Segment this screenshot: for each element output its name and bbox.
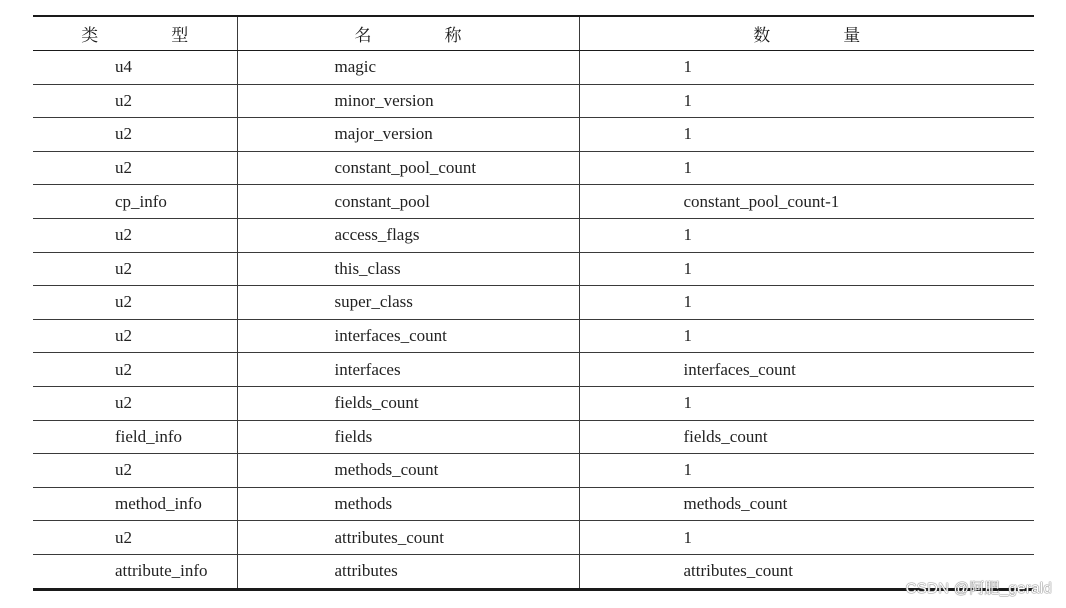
- table-row: [33, 454, 1034, 488]
- cell-count: 1: [579, 286, 1034, 320]
- cell-type: u2: [33, 218, 237, 252]
- cell-name: interfaces: [237, 353, 579, 387]
- cell-count: constant_pool_count-1: [579, 185, 1034, 219]
- header-type: 类 型: [33, 16, 237, 51]
- table-row: [33, 420, 1034, 454]
- cell-type: u2: [33, 353, 237, 387]
- cell-count: 1: [579, 386, 1034, 420]
- cell-count: 1: [579, 319, 1034, 353]
- cell-name: major_version: [237, 118, 579, 152]
- cell-count: fields_count: [579, 420, 1034, 454]
- header-name: 名 称: [237, 16, 579, 51]
- cell-count: 1: [579, 84, 1034, 118]
- cell-name: methods: [237, 487, 579, 521]
- cell-count: 1: [579, 118, 1034, 152]
- cell-type: u4: [33, 51, 237, 85]
- cell-name: access_flags: [237, 218, 579, 252]
- cell-type: u2: [33, 118, 237, 152]
- table-row: [33, 286, 1034, 320]
- table-row: [33, 84, 1034, 118]
- cell-name: constant_pool: [237, 185, 579, 219]
- table-row: [33, 185, 1034, 219]
- cell-name: magic: [237, 51, 579, 85]
- cell-count: 1: [579, 218, 1034, 252]
- table-row: [33, 319, 1034, 353]
- cell-type: u2: [33, 151, 237, 185]
- table-row: [33, 118, 1034, 152]
- cell-type: method_info: [33, 487, 237, 521]
- cell-type: u2: [33, 454, 237, 488]
- header-count: 数 量: [579, 16, 1034, 51]
- cell-name: fields_count: [237, 386, 579, 420]
- cell-count: 1: [579, 252, 1034, 286]
- table-row: [33, 252, 1034, 286]
- table-row: [33, 487, 1034, 521]
- cell-type: u2: [33, 252, 237, 286]
- cell-name: attributes: [237, 554, 579, 589]
- table-header-row: [33, 16, 1034, 51]
- cell-count: 1: [579, 521, 1034, 555]
- cell-name: constant_pool_count: [237, 151, 579, 185]
- cell-type: u2: [33, 84, 237, 118]
- cell-name: fields: [237, 420, 579, 454]
- cell-name: this_class: [237, 252, 579, 286]
- table-row: [33, 386, 1034, 420]
- cell-count: 1: [579, 151, 1034, 185]
- cell-name: attributes_count: [237, 521, 579, 555]
- cell-type: field_info: [33, 420, 237, 454]
- cell-count: 1: [579, 51, 1034, 85]
- cell-type: cp_info: [33, 185, 237, 219]
- table-row: [33, 218, 1034, 252]
- cell-count: attributes_count: [579, 554, 1034, 589]
- cell-count: 1: [579, 454, 1034, 488]
- cell-name: methods_count: [237, 454, 579, 488]
- cell-type: attribute_info: [33, 554, 237, 589]
- table-row: [33, 521, 1034, 555]
- cell-count: interfaces_count: [579, 353, 1034, 387]
- table-row: [33, 353, 1034, 387]
- class-file-structure-table: [33, 15, 1034, 591]
- cell-type: u2: [33, 521, 237, 555]
- table-row: [33, 51, 1034, 85]
- cell-name: super_class: [237, 286, 579, 320]
- cell-type: u2: [33, 386, 237, 420]
- table-row: [33, 151, 1034, 185]
- cell-type: u2: [33, 319, 237, 353]
- csdn-watermark: CSDN @阿肥_gerald: [905, 580, 1052, 597]
- table-row: [33, 554, 1034, 589]
- cell-name: minor_version: [237, 84, 579, 118]
- cell-name: interfaces_count: [237, 319, 579, 353]
- cell-type: u2: [33, 286, 237, 320]
- cell-count: methods_count: [579, 487, 1034, 521]
